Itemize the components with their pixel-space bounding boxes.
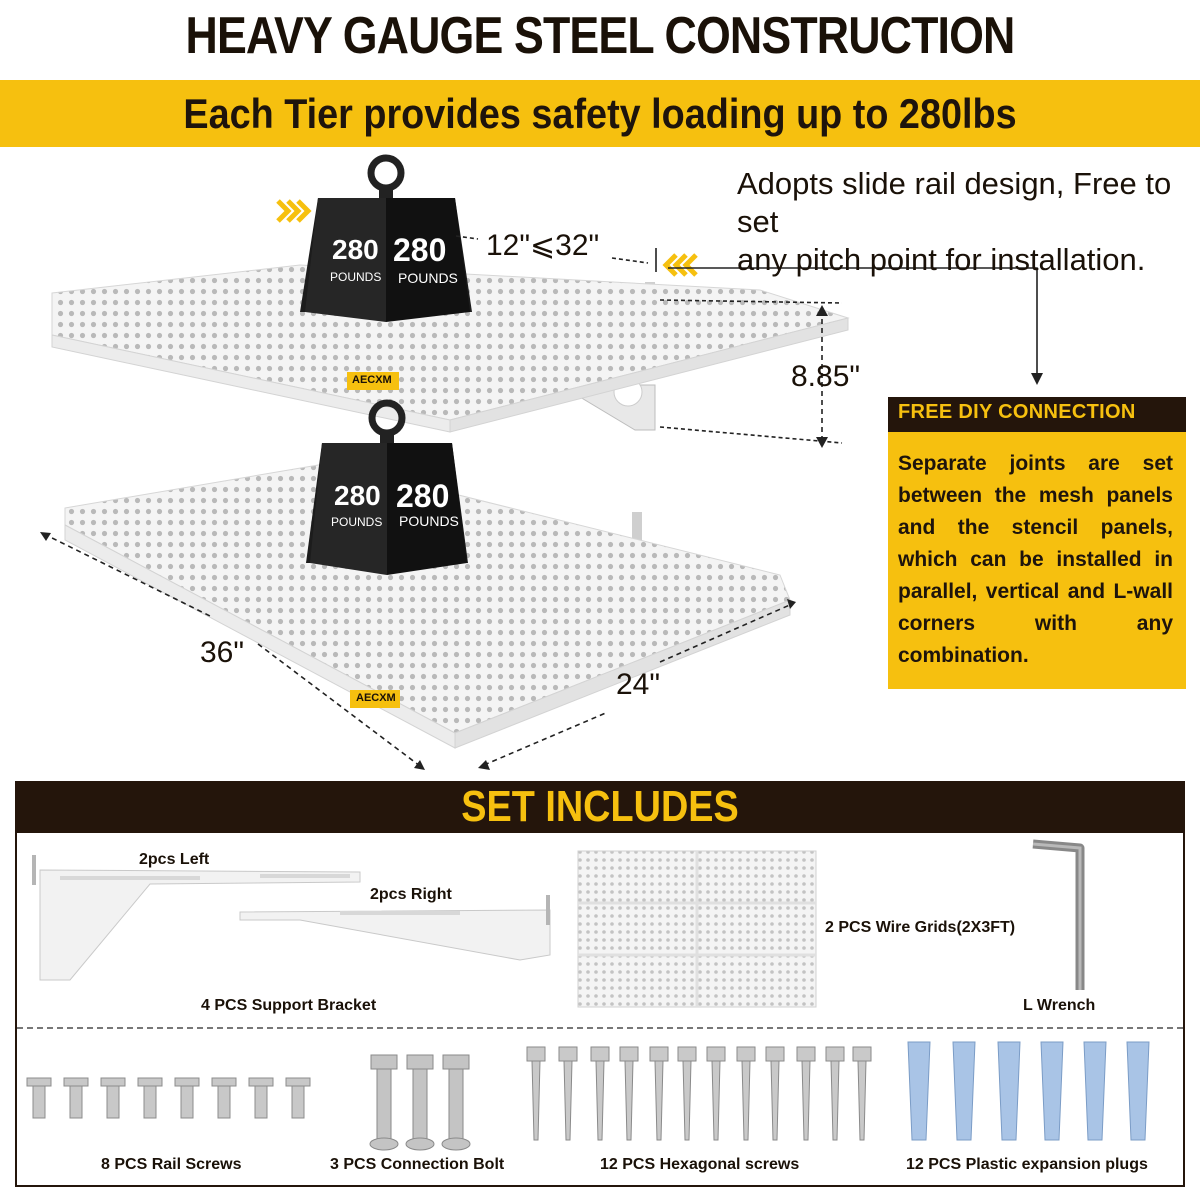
connection-bolts-image <box>370 1055 470 1150</box>
lower-weight-unit-right: POUNDS <box>399 513 459 529</box>
depth-label: 24" <box>616 668 661 701</box>
diy-title: FREE DIY CONNECTION <box>898 401 1136 423</box>
load-capacity-banner: Each Tier provides safety loading up to 280lbs <box>183 90 1017 137</box>
rail-screws-image <box>27 1078 310 1118</box>
length-label: 36" <box>200 636 245 669</box>
pitch-range-label: 12"⩽32" <box>486 229 600 262</box>
right-bracket-image <box>240 895 550 960</box>
lower-weight-value-right: 280 <box>396 478 450 514</box>
slide-rail-note-line1: Adopts slide rail design, Free to set <box>737 166 1172 239</box>
lower-weight-unit-left: POUNDS <box>331 515 383 529</box>
upper-weight-unit-left: POUNDS <box>330 270 382 284</box>
slide-rail-note-line2: any pitch point for installation. <box>737 242 1146 277</box>
page-headline: HEAVY GAUGE STEEL CONSTRUCTION <box>185 7 1015 65</box>
hex-screws-label: 12 PCS Hexagonal screws <box>600 1156 800 1173</box>
upper-weight-value-left: 280 <box>332 234 379 265</box>
brand-label-lower: AECXM <box>356 692 396 704</box>
expansion-plugs-label: 12 PCS Plastic expansion plugs <box>906 1156 1148 1173</box>
left-bracket-label: 2pcs Left <box>139 851 210 868</box>
right-bracket-label: 2pcs Right <box>370 886 452 903</box>
upper-weight-unit-right: POUNDS <box>398 270 458 286</box>
rail-screws-label: 8 PCS Rail Screws <box>101 1156 242 1173</box>
upper-weight-value-right: 280 <box>393 232 447 268</box>
brand-label-upper: AECXM <box>352 374 392 386</box>
l-wrench-image <box>1033 844 1080 990</box>
tier-gap-label: 8.85" <box>791 360 861 393</box>
expansion-plugs-image <box>908 1042 1149 1140</box>
set-includes-title: SET INCLUDES <box>461 782 739 831</box>
l-wrench-label: L Wrench <box>1023 997 1096 1014</box>
hex-screws-image <box>527 1047 871 1140</box>
lower-weight-value-left: 280 <box>334 480 381 511</box>
connection-bolt-label: 3 PCS Connection Bolt <box>330 1156 505 1173</box>
wire-grids-label: 2 PCS Wire Grids(2X3FT) <box>825 919 1016 936</box>
diy-description: Separate joints are set between the mesh panels and the stencil panels, which can be installed in parallel, vertical and L-wall corners with any combination. <box>898 452 1173 667</box>
support-bracket-label: 4 PCS Support Bracket <box>201 997 377 1014</box>
